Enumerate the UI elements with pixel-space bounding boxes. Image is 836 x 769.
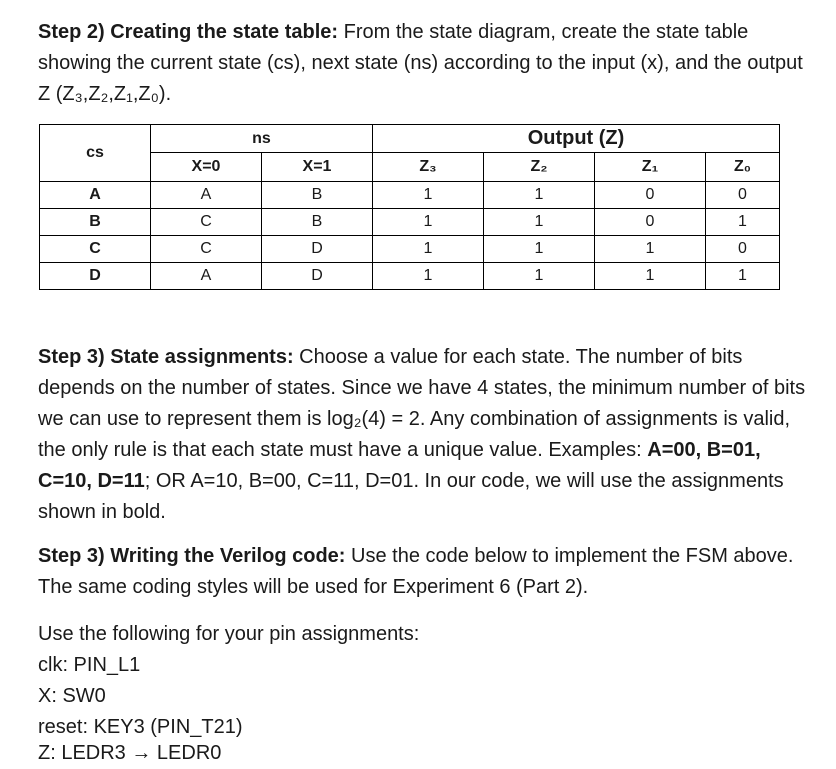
ns-x1-cell: D (262, 236, 373, 263)
ns-x0-cell: A (151, 182, 262, 209)
step3-assignments-text: Choose a value for each state. The number of bits depends on the number of states. Since we have 4 states, the minimum number of bits we can use to represent them is log₂(4) = 2. Any combination of assignments is valid, the only rule is that each state must have a unique value. Examples: (38, 346, 806, 461)
step3-assignments-text-end: ; OR A=10, B=00, C=11, D=01. In our code, we will use the assignments shown in bold. (38, 470, 784, 523)
state-table (39, 124, 780, 290)
table-row (40, 263, 780, 290)
z0-cell: 1 (706, 263, 780, 290)
z2-header: Z₂ (484, 153, 595, 182)
ns-x1-cell: B (262, 209, 373, 236)
table-subheader-row (40, 153, 780, 182)
step3-assignments-heading: Step 3) State assignments: (38, 346, 294, 368)
z0-header: Z₀ (706, 153, 780, 182)
cs-cell: D (40, 263, 151, 290)
z3-cell: 1 (373, 209, 484, 236)
cs-header: cs (40, 125, 151, 182)
cs-cell: C (40, 236, 151, 263)
ns-x0-cell: A (151, 263, 262, 290)
z1-cell: 1 (595, 263, 706, 290)
step3-verilog-paragraph (38, 541, 818, 603)
table-header-row (40, 125, 780, 153)
ns-x1-cell: D (262, 263, 373, 290)
pin-clk: clk: PIN_L1 (38, 654, 141, 676)
ns-header: ns (151, 125, 373, 153)
pins-intro: Use the following for your pin assignments: (38, 623, 420, 645)
z2-cell: 1 (484, 263, 595, 290)
z3-header: Z₃ (373, 153, 484, 182)
z1-cell: 0 (595, 209, 706, 236)
table-row (40, 209, 780, 236)
pin-z: Z: LEDR3 → LEDR0 (38, 742, 222, 764)
step2-heading: Step 2) Creating the state table: (38, 21, 339, 43)
z2-cell: 1 (484, 236, 595, 263)
step2-paragraph (38, 17, 818, 110)
step3-bold-example: A=00, B=01, C=10, D=11 (38, 439, 761, 492)
table-row (40, 182, 780, 209)
z3-cell: 1 (373, 182, 484, 209)
z0-cell: 0 (706, 236, 780, 263)
z3-cell: 1 (373, 236, 484, 263)
step3-assignments-paragraph (38, 342, 818, 528)
ns-x0-cell: C (151, 209, 262, 236)
z0-cell: 1 (706, 209, 780, 236)
table-row (40, 236, 780, 263)
cs-cell: B (40, 209, 151, 236)
output-header: Output (Z) (373, 125, 780, 153)
z3-cell: 1 (373, 263, 484, 290)
ns-x0-cell: C (151, 236, 262, 263)
z2-cell: 1 (484, 209, 595, 236)
z2-cell: 1 (484, 182, 595, 209)
ns-x1-cell: B (262, 182, 373, 209)
ns-x0-header: X=0 (151, 153, 262, 182)
pin-x: X: SW0 (38, 685, 106, 707)
z1-cell: 1 (595, 236, 706, 263)
step2-text: From the state diagram, create the state table showing the current state (cs), next state (ns) according to the input (x), and the output Z (Z₃,Z₂,Z₁,Z₀). (38, 21, 803, 105)
z0-cell: 0 (706, 182, 780, 209)
step3-verilog-text: Use the code below to implement the FSM above. The same coding styles will be used for Experiment 6 (Part 2). (38, 545, 794, 598)
ns-x1-header: X=1 (262, 153, 373, 182)
pin-reset: reset: KEY3 (PIN_T21) (38, 716, 243, 738)
cs-cell: A (40, 182, 151, 209)
z1-header: Z₁ (595, 153, 706, 182)
step3-verilog-heading: Step 3) Writing the Verilog code: (38, 545, 346, 567)
z1-cell: 0 (595, 182, 706, 209)
